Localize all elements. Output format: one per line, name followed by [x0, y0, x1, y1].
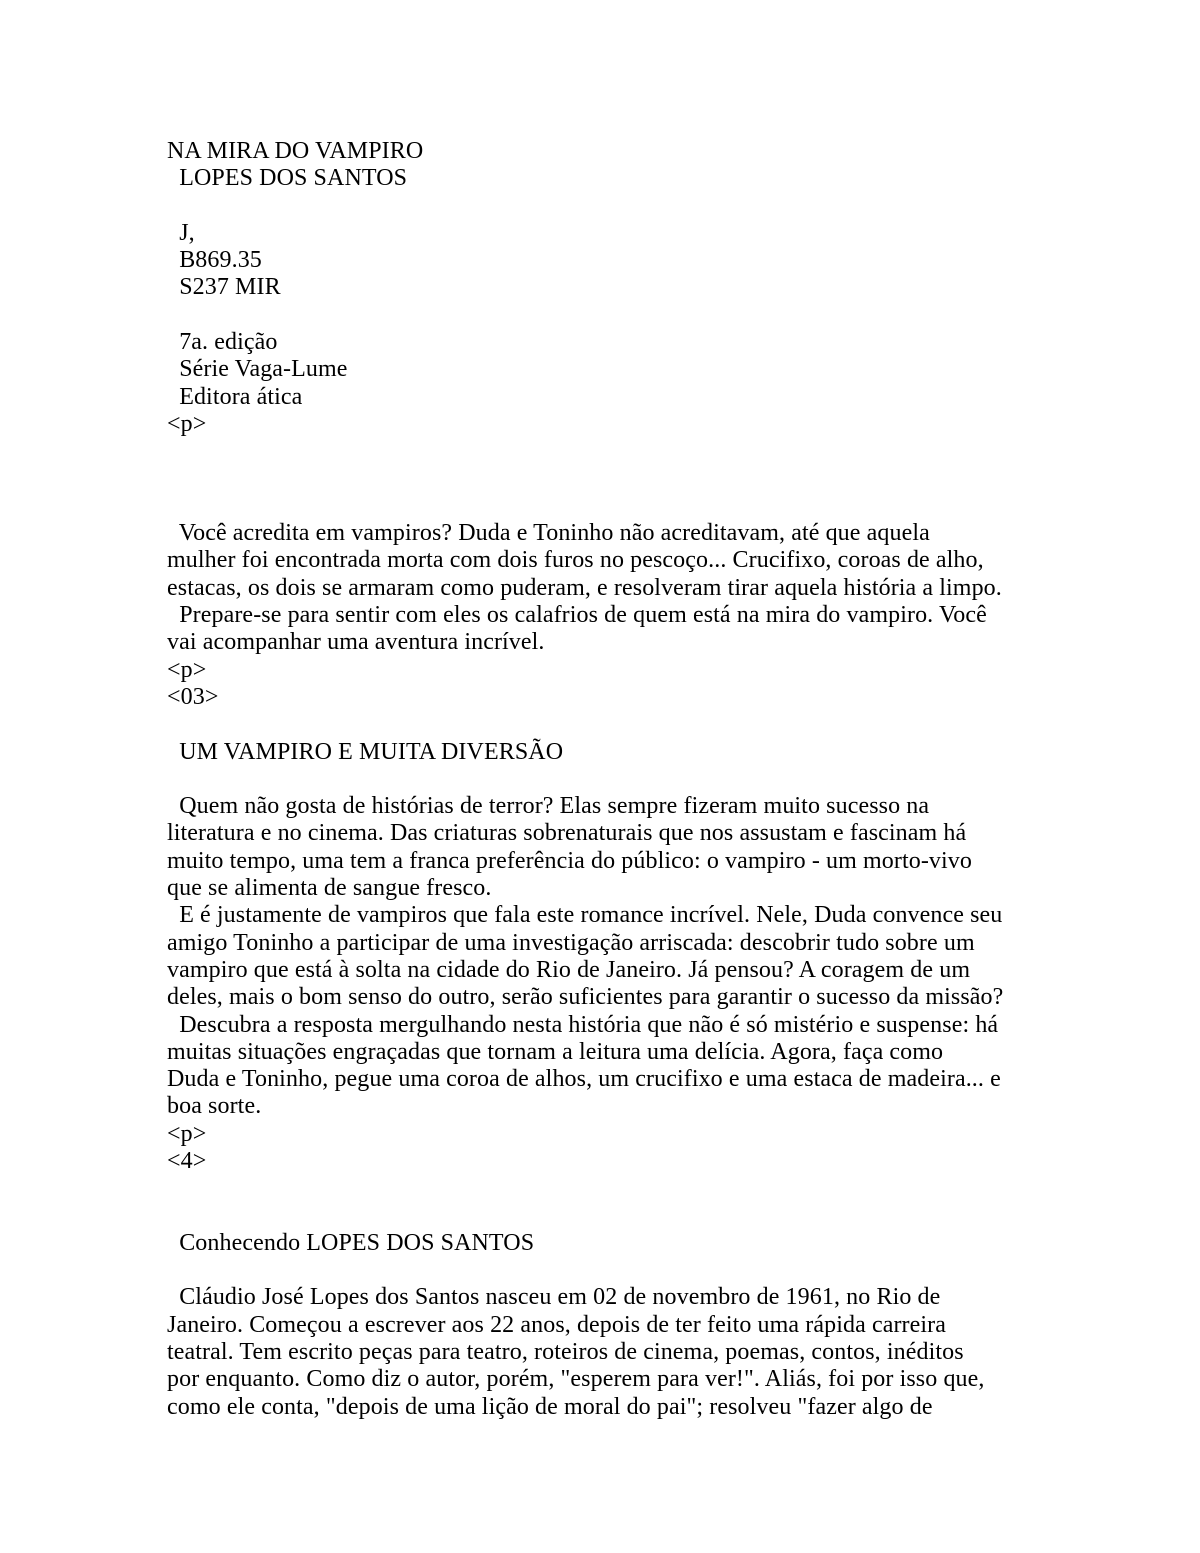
text-line: UM VAMPIRO E MUITA DIVERSÃO — [167, 738, 564, 765]
text-line — [167, 493, 1087, 520]
text-line — [167, 438, 1087, 465]
text-line: vai acompanhar uma aventura incrível. — [167, 629, 545, 656]
text-line: <p> — [167, 656, 207, 683]
text-line: LOPES DOS SANTOS — [167, 165, 408, 192]
text-line — [167, 193, 1087, 220]
text-line: estacas, os dois se armaram como puderam, e resolveram tirar aquela história a limpo. — [167, 574, 1002, 601]
text-line: Duda e Toninho, pegue uma coroa de alhos, um crucifixo e uma estaca de madeira... e — [167, 1066, 1001, 1093]
text-line: NA MIRA DO VAMPIRO — [167, 138, 424, 164]
text-line: muitas situações engraçadas que tornam a leitura uma delícia. Agora, faça como — [167, 1038, 944, 1065]
text-line — [167, 302, 1087, 329]
text-line: <p> — [167, 1120, 207, 1147]
text-line: literatura e no cinema. Das criaturas sobrenaturais que nos assustam e fascinam há — [167, 820, 967, 847]
text-line: deles, mais o bom senso do outro, serão suficientes para garantir o sucesso da missão? — [167, 984, 1004, 1011]
text-line: Conhecendo LOPES DOS SANTOS — [167, 1229, 535, 1256]
text-line — [167, 1203, 1087, 1230]
document-text — [167, 138, 1087, 1421]
text-line — [167, 1257, 1087, 1284]
text-line: vampiro que está à solta na cidade do Rio de Janeiro. Já pensou? A coragem de um — [167, 956, 971, 983]
text-line: amigo Toninho a participar de uma investigação arriscada: descobrir tudo sobre um — [167, 929, 975, 956]
text-line: Descubra a resposta mergulhando nesta história que não é só mistério e suspense: há — [167, 1011, 999, 1038]
text-line: Prepare-se para sentir com eles os calafrios de quem está na mira do vampiro. Você — [167, 602, 987, 629]
text-line: por enquanto. Como diz o autor, porém, "esperem para ver!". Aliás, foi por isso que, — [167, 1366, 985, 1393]
text-line: B869.35 — [167, 247, 262, 274]
text-line: <4> — [167, 1147, 207, 1174]
text-line: Cláudio José Lopes dos Santos nasceu em 02 de novembro de 1961, no Rio de — [167, 1284, 941, 1311]
text-line: muito tempo, uma tem a franca preferência do público: o vampiro - um morto-vivo — [167, 847, 972, 874]
text-line: Série Vaga-Lume — [167, 356, 348, 383]
text-line: teatral. Tem escrito peças para teatro, roteiros de cinema, poemas, contos, inéditos — [167, 1339, 964, 1366]
text-line: 7a. edição — [167, 329, 278, 356]
text-line: Janeiro. Começou a escrever aos 22 anos, depois de ter feito uma rápida carreira — [167, 1311, 946, 1338]
text-line — [167, 1175, 1087, 1202]
document-page — [167, 138, 1087, 1421]
text-line: mulher foi encontrada morta com dois furos no pescoço... Crucifixo, coroas de alho, — [167, 547, 984, 574]
text-line: Quem não gosta de histórias de terror? Elas sempre fizeram muito sucesso na — [167, 793, 930, 820]
text-line: <p> — [167, 410, 207, 437]
text-line — [167, 711, 1087, 738]
text-line: <03> — [167, 683, 219, 710]
text-line: E é justamente de vampiros que fala este romance incrível. Nele, Duda convence seu — [167, 902, 1003, 929]
text-line: Você acredita em vampiros? Duda e Toninho não acreditavam, até que aquela — [167, 520, 930, 547]
text-line: Editora ática — [167, 383, 303, 410]
text-line — [167, 766, 1087, 793]
text-line: boa sorte. — [167, 1093, 262, 1120]
text-line: J, — [167, 219, 195, 246]
text-line: S237 MIR — [167, 274, 281, 301]
text-line: que se alimenta de sangue fresco. — [167, 875, 492, 902]
text-line: como ele conta, "depois de uma lição de moral do pai"; resolveu "fazer algo de — [167, 1393, 933, 1420]
text-line — [167, 466, 1087, 493]
